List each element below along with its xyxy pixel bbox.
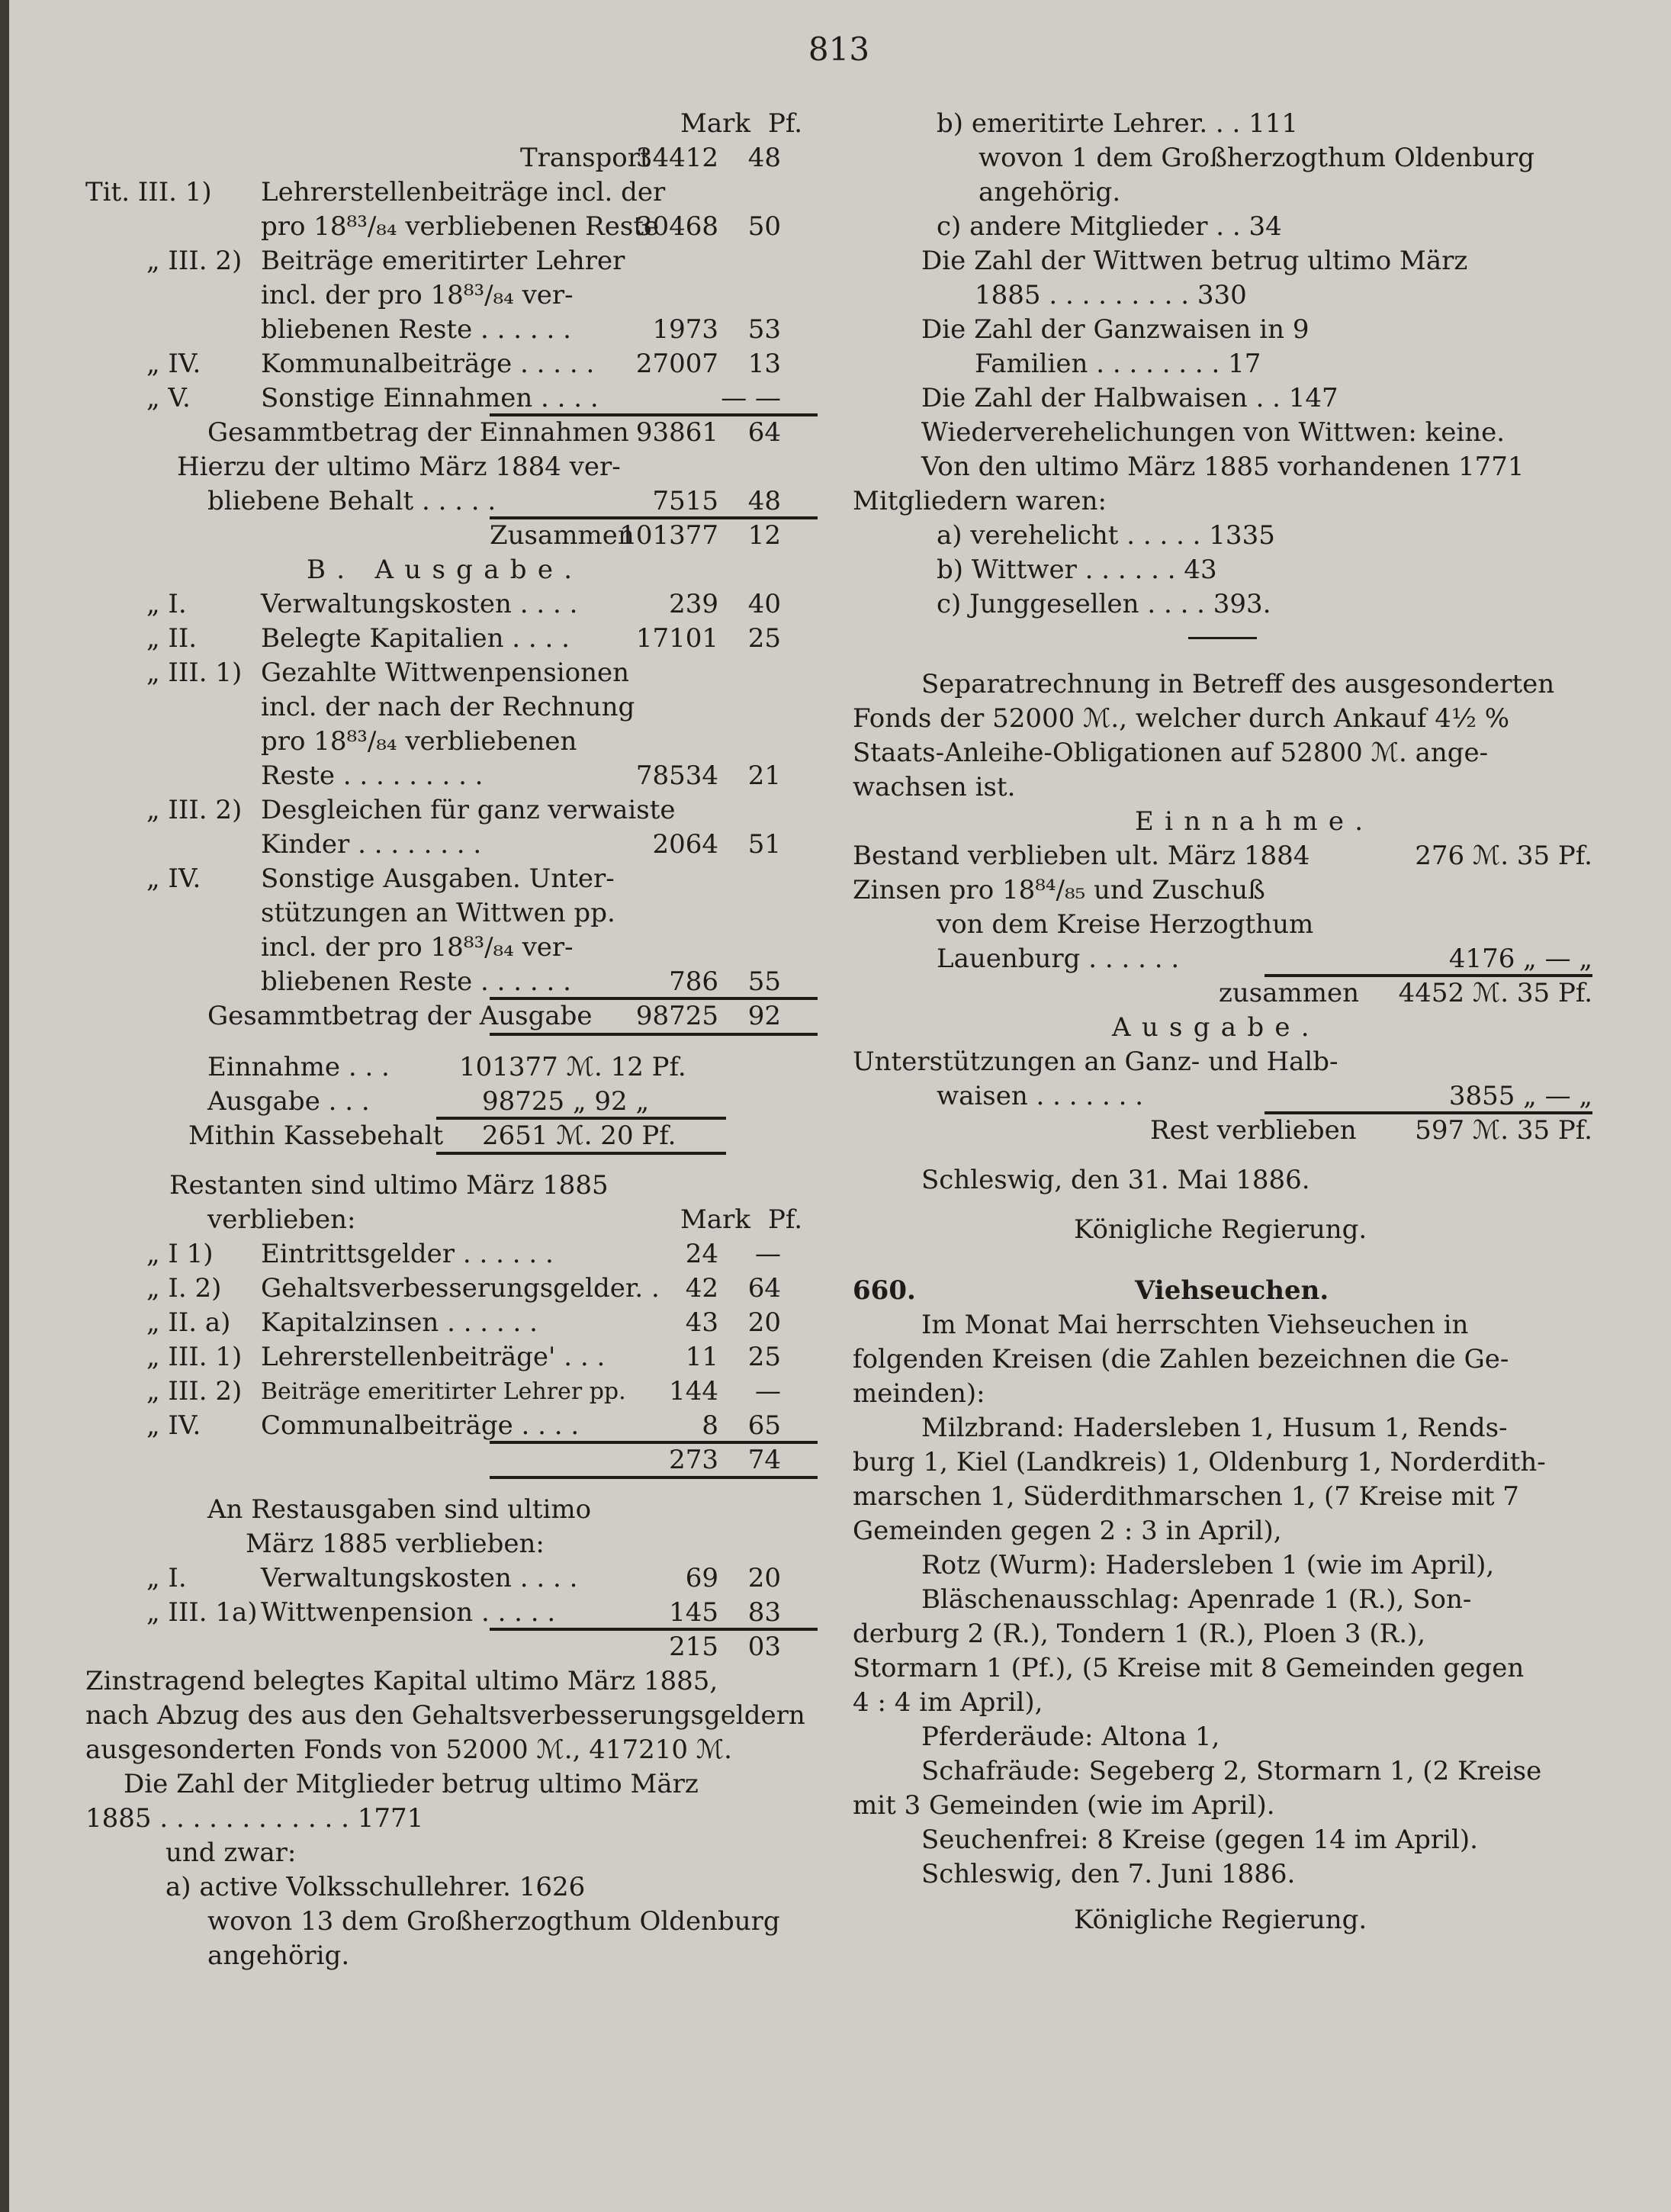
entry-label: Gehaltsverbesserungsgelder. . bbox=[261, 1273, 660, 1304]
entry-row bbox=[85, 1340, 818, 1374]
text-line bbox=[853, 141, 1592, 175]
section-heading-row bbox=[853, 805, 1592, 839]
total-value: 4452 ℳ. 35 Pf. bbox=[1398, 978, 1592, 1008]
text-line bbox=[853, 1342, 1592, 1377]
text-line bbox=[853, 484, 1592, 519]
pf-header: Pf. bbox=[768, 108, 803, 139]
text-line-content: Milzbrand: Hadersleben 1, Husum 1, Rends- bbox=[921, 1413, 1508, 1443]
entry-label: incl. der nach der Rechnung bbox=[261, 692, 635, 722]
text-line-content: Die Zahl der Halbwaisen . . 147 bbox=[921, 383, 1338, 413]
signature: Königliche Regierung. bbox=[1074, 1214, 1367, 1245]
entry-row bbox=[85, 484, 818, 519]
entry-mark: 30468 bbox=[635, 211, 718, 242]
text-line bbox=[853, 313, 1592, 347]
entry-mark: 11 bbox=[685, 1342, 718, 1372]
text-line bbox=[853, 1480, 1592, 1514]
entry-label: bliebenen Reste . . . . . . bbox=[261, 966, 571, 997]
total-mark: 273 bbox=[669, 1445, 718, 1475]
text-line bbox=[85, 1767, 818, 1802]
transport-mark: 34412 bbox=[635, 143, 718, 173]
text-line bbox=[853, 450, 1592, 484]
text-line bbox=[853, 175, 1592, 210]
entry-label: Kinder . . . . . . . . bbox=[261, 829, 482, 860]
entry-mark: 43 bbox=[685, 1307, 718, 1338]
total-row bbox=[85, 1630, 818, 1664]
entry-label: Gezahlte Wittwenpensionen bbox=[261, 657, 629, 688]
total-pf: 64 bbox=[747, 417, 781, 448]
total-label: Gesammtbetrag der Ausgabe bbox=[207, 1001, 593, 1031]
total-mark: 98725 bbox=[635, 1001, 718, 1031]
entry-mark: 145 bbox=[669, 1597, 718, 1628]
total-row bbox=[853, 1114, 1592, 1148]
text-line-content: meinden): bbox=[853, 1378, 985, 1409]
text-line bbox=[853, 1903, 1592, 1937]
total-label: Zusammen bbox=[490, 520, 635, 551]
summary-row bbox=[85, 1085, 818, 1119]
text-line bbox=[85, 1733, 818, 1767]
entry-label: Eintrittsgelder . . . . . . bbox=[261, 1239, 554, 1269]
entry-row bbox=[85, 210, 818, 244]
entry-label: Lauenburg . . . . . . bbox=[937, 944, 1180, 974]
text-line bbox=[853, 1789, 1592, 1823]
page-number: 813 bbox=[808, 31, 870, 68]
spacer bbox=[853, 1247, 1592, 1274]
text-line bbox=[853, 1548, 1592, 1583]
divider bbox=[1188, 637, 1257, 639]
text-line-content: 1885 . . . . . . . . . 330 bbox=[975, 280, 1247, 310]
summary-label: Mithin Kassebehalt bbox=[188, 1120, 444, 1151]
entry-row bbox=[853, 908, 1592, 942]
entry-row bbox=[85, 1596, 818, 1630]
entry-label: Wittwenpension . . . . . bbox=[261, 1597, 556, 1628]
entry-label: incl. der pro 18⁸³/₈₄ ver- bbox=[261, 932, 574, 963]
entry-row bbox=[853, 1079, 1592, 1114]
text-line bbox=[85, 1905, 818, 1939]
text-line bbox=[853, 107, 1592, 141]
entry-prefix: „ III. 2) bbox=[146, 1376, 243, 1407]
entry-row bbox=[85, 965, 818, 999]
text-line-content: Rotz (Wurm): Hadersleben 1 (wie im April), bbox=[921, 1550, 1495, 1580]
text-line bbox=[85, 1203, 818, 1237]
text-line bbox=[853, 702, 1592, 736]
entry-row bbox=[85, 313, 818, 347]
entry-prefix: „ III. 1a) bbox=[146, 1597, 258, 1628]
text-line bbox=[853, 1754, 1592, 1789]
text-line bbox=[85, 1493, 818, 1527]
text-line bbox=[853, 210, 1592, 244]
text-line-content: folgenden Kreisen (die Zahlen bezeichnen die Ge- bbox=[853, 1344, 1509, 1374]
text-line-content: verblieben: bbox=[207, 1204, 356, 1235]
text-line bbox=[853, 1720, 1592, 1754]
entry-prefix: „ III. 1) bbox=[146, 657, 243, 688]
transport-label: Transport bbox=[520, 143, 651, 173]
text-line bbox=[85, 1664, 818, 1699]
text-line bbox=[853, 667, 1592, 702]
entry-row bbox=[85, 1409, 818, 1443]
entry-label: Lehrerstellenbeiträge incl. der bbox=[261, 177, 666, 207]
entry-row bbox=[85, 862, 818, 896]
entry-label: Lehrerstellenbeiträge' . . . bbox=[261, 1342, 606, 1372]
text-line-content: und zwar: bbox=[165, 1837, 297, 1868]
entry-label: Zinsen pro 18⁸⁴/₈₅ und Zuschuß bbox=[853, 875, 1265, 905]
text-line bbox=[85, 1870, 818, 1905]
text-line bbox=[85, 1169, 818, 1203]
text-line-content: marschen 1, Süderdithmarschen 1, (7 Kreise mit 7 bbox=[853, 1481, 1519, 1512]
text-line bbox=[853, 278, 1592, 313]
text-line-content: mit 3 Gemeinden (wie im April). bbox=[853, 1790, 1275, 1821]
text-line bbox=[853, 1857, 1592, 1892]
text-line-content: Wiederverehelichungen von Wittwen: keine. bbox=[921, 417, 1506, 448]
total-pf: 12 bbox=[747, 520, 781, 551]
entry-pf: 25 bbox=[747, 623, 781, 654]
entry-label: Reste . . . . . . . . . bbox=[261, 760, 484, 791]
text-line bbox=[853, 1651, 1592, 1686]
entry-pf: — bbox=[755, 1239, 781, 1269]
entry-row bbox=[85, 793, 818, 828]
text-line bbox=[853, 1686, 1592, 1720]
text-line-content: angehörig. bbox=[207, 1940, 350, 1971]
summary-label: Ausgabe . . . bbox=[207, 1086, 370, 1117]
entry-pf: 21 bbox=[747, 760, 781, 791]
entry-pf: 64 bbox=[747, 1273, 781, 1304]
entry-mark: 69 bbox=[685, 1563, 718, 1593]
entry-row bbox=[853, 942, 1592, 976]
text-line-content: Staats-Anleihe-Obligationen auf 52800 ℳ. ange- bbox=[853, 738, 1489, 768]
entry-label: Kommunalbeiträge . . . . . bbox=[261, 349, 595, 379]
text-line bbox=[853, 1163, 1592, 1198]
total-mark: 101377 bbox=[619, 520, 718, 551]
entry-pf: 50 bbox=[747, 211, 781, 242]
entry-row bbox=[85, 759, 818, 793]
text-line bbox=[853, 1514, 1592, 1548]
text-line-content: ausgesonderten Fonds von 52000 ℳ., 417210 ℳ. bbox=[85, 1735, 732, 1765]
entry-row bbox=[85, 828, 818, 862]
text-line bbox=[853, 1617, 1592, 1651]
transport-row bbox=[85, 141, 818, 175]
text-line-content: Im Monat Mai herrschten Viehseuchen in bbox=[921, 1310, 1469, 1340]
mark-header: Mark bbox=[680, 108, 750, 139]
text-line bbox=[85, 1836, 818, 1870]
total-pf: 03 bbox=[747, 1632, 781, 1662]
text-line bbox=[853, 347, 1592, 381]
text-line bbox=[853, 587, 1592, 622]
entry-mark: 42 bbox=[685, 1273, 718, 1304]
summary-value: 98725 „ 92 „ bbox=[482, 1086, 650, 1117]
entry-pf: 20 bbox=[747, 1563, 781, 1593]
text-line bbox=[853, 1411, 1592, 1445]
text-line-content: burg 1, Kiel (Landkreis) 1, Oldenburg 1, Norderdith- bbox=[853, 1447, 1546, 1477]
text-line bbox=[85, 1699, 818, 1733]
spacer bbox=[85, 1153, 818, 1169]
entry-value: 276 ℳ. 35 Pf. bbox=[1415, 841, 1592, 871]
entry-row bbox=[85, 896, 818, 931]
total-label: zusammen bbox=[1219, 978, 1360, 1008]
spacer bbox=[853, 1198, 1592, 1213]
text-line bbox=[853, 519, 1592, 553]
entry-value: — — bbox=[721, 383, 781, 413]
entry-prefix: „ II. bbox=[146, 623, 198, 654]
total-mark: 215 bbox=[669, 1632, 718, 1662]
entry-prefix: „ II. a) bbox=[146, 1307, 231, 1338]
entry-mark: 2064 bbox=[652, 829, 718, 860]
entry-prefix: „ I 1) bbox=[146, 1239, 214, 1269]
right-column bbox=[853, 107, 1592, 1937]
entry-prefix: „ III. 1) bbox=[146, 1342, 243, 1372]
entry-prefix: „ I. bbox=[146, 1563, 187, 1593]
entry-mark: 24 bbox=[685, 1239, 718, 1269]
total-mark: 93861 bbox=[635, 417, 718, 448]
summary-value: 101377 ℳ. 12 Pf. bbox=[459, 1052, 686, 1082]
entry-mark: 27007 bbox=[635, 349, 718, 379]
entry-row bbox=[85, 1374, 818, 1409]
text-line bbox=[853, 416, 1592, 450]
entry-mark: 7515 bbox=[652, 486, 718, 516]
spacer bbox=[853, 1892, 1592, 1903]
section-heading: Einnahme. bbox=[1135, 806, 1374, 837]
entry-row bbox=[85, 1561, 818, 1596]
left-column bbox=[85, 107, 818, 1973]
text-line-content: wachsen ist. bbox=[853, 772, 1016, 802]
spacer bbox=[85, 1477, 818, 1493]
entry-row bbox=[853, 839, 1592, 873]
entry-mark: 144 bbox=[669, 1376, 718, 1407]
entry-pf: — bbox=[755, 1376, 781, 1407]
entry-row bbox=[85, 622, 818, 656]
entry-row bbox=[85, 381, 818, 416]
text-line bbox=[853, 553, 1592, 587]
total-row bbox=[853, 976, 1592, 1011]
entry-label: Sonstige Ausgaben. Unter- bbox=[261, 863, 615, 894]
section-number: 660. bbox=[853, 1275, 916, 1306]
text-line-content: Familien . . . . . . . . 17 bbox=[975, 349, 1261, 379]
section-heading-row bbox=[85, 553, 818, 587]
entry-label: Hierzu der ultimo März 1884 ver- bbox=[177, 452, 621, 482]
text-line bbox=[85, 1802, 818, 1836]
text-line-content: 1885 . . . . . . . . . . . . 1771 bbox=[85, 1803, 424, 1834]
text-line-content: Pferderäude: Altona 1, bbox=[921, 1722, 1220, 1752]
entry-pf: 48 bbox=[747, 486, 781, 516]
header-row bbox=[85, 107, 818, 141]
entry-mark: 786 bbox=[669, 966, 718, 997]
text-line bbox=[853, 381, 1592, 416]
text-line-content: An Restausgaben sind ultimo bbox=[207, 1494, 592, 1525]
section-heading: Ausgabe. bbox=[1112, 1012, 1320, 1043]
entry-pf: 53 bbox=[747, 314, 781, 345]
pf-header: Pf. bbox=[768, 1204, 803, 1235]
entry-mark: 78534 bbox=[635, 760, 718, 791]
section-heading: B. Ausgabe. bbox=[307, 555, 583, 585]
entry-prefix: Tit. III. 1) bbox=[85, 177, 212, 207]
text-line-content: Schafräude: Segeberg 2, Stormarn 1, (2 Kreise bbox=[921, 1756, 1542, 1786]
entry-row bbox=[853, 873, 1592, 908]
entry-mark: 8 bbox=[702, 1410, 718, 1441]
entry-row bbox=[85, 450, 818, 484]
divider-row bbox=[853, 622, 1592, 652]
entry-prefix: „ V. bbox=[146, 383, 191, 413]
entry-mark: 17101 bbox=[635, 623, 718, 654]
section-title-row bbox=[853, 1274, 1592, 1308]
entry-label: Bestand verblieben ult. März 1884 bbox=[853, 841, 1310, 871]
entry-label: Verwaltungskosten . . . . bbox=[261, 1563, 578, 1593]
entry-label: stützungen an Wittwen pp. bbox=[261, 898, 615, 928]
entry-label: pro 18⁸³/₈₄ verbliebenen Reste bbox=[261, 211, 660, 242]
entry-label: Sonstige Einnahmen . . . . bbox=[261, 383, 599, 413]
text-line bbox=[853, 1823, 1592, 1857]
entry-label: bliebene Behalt . . . . . bbox=[207, 486, 496, 516]
text-line-content: Bläschenausschlag: Apenrade 1 (R.), Son- bbox=[921, 1584, 1472, 1615]
text-line bbox=[853, 1583, 1592, 1617]
entry-prefix: „ III. 2) bbox=[146, 795, 243, 825]
text-line-content: angehörig. bbox=[978, 177, 1121, 207]
total-value: 597 ℳ. 35 Pf. bbox=[1415, 1115, 1592, 1146]
section-heading-row bbox=[853, 1011, 1592, 1045]
entry-label: bliebenen Reste . . . . . . bbox=[261, 314, 571, 345]
text-line-content: c) andere Mitglieder . . 34 bbox=[937, 211, 1282, 242]
date-line: Schleswig, den 7. Juni 1886. bbox=[921, 1859, 1296, 1889]
entry-row bbox=[85, 244, 818, 278]
summary-value: 2651 ℳ. 20 Pf. bbox=[482, 1120, 676, 1151]
text-line-content: Die Zahl der Ganzwaisen in 9 bbox=[921, 314, 1309, 345]
entry-label: Beiträge emeritirter Lehrer bbox=[261, 246, 625, 276]
entry-value: 4176 „ — „ bbox=[1448, 944, 1592, 974]
text-line-content: Mitgliedern waren: bbox=[853, 486, 1107, 516]
entry-label: Communalbeiträge . . . . bbox=[261, 1410, 580, 1441]
text-line-content: Von den ultimo März 1885 vorhandenen 1771 bbox=[921, 452, 1525, 482]
entry-row bbox=[85, 725, 818, 759]
entry-row bbox=[85, 1306, 818, 1340]
text-line bbox=[85, 1939, 818, 1973]
entry-row bbox=[85, 690, 818, 725]
summary-label: Einnahme . . . bbox=[207, 1052, 390, 1082]
text-line-content: c) Junggesellen . . . . 393. bbox=[937, 589, 1271, 619]
mark-header: Mark bbox=[680, 1204, 750, 1235]
text-line-content: Zinstragend belegtes Kapital ultimo März 1885, bbox=[85, 1666, 718, 1696]
spacer bbox=[853, 652, 1592, 667]
text-line bbox=[853, 736, 1592, 770]
entry-pf: 40 bbox=[747, 589, 781, 619]
text-line-content: März 1885 verblieben: bbox=[246, 1529, 545, 1559]
text-line-content: Seuchenfrei: 8 Kreise (gegen 14 im April). bbox=[921, 1825, 1478, 1855]
text-line-content: Restanten sind ultimo März 1885 bbox=[169, 1170, 609, 1201]
text-line bbox=[853, 770, 1592, 805]
entry-value: 3855 „ — „ bbox=[1448, 1081, 1592, 1111]
entry-pf: 65 bbox=[747, 1410, 781, 1441]
total-label: Gesammtbetrag der Einnahmen bbox=[207, 417, 629, 448]
text-line bbox=[853, 1308, 1592, 1342]
entry-label: Unterstützungen an Ganz- und Halb- bbox=[853, 1047, 1338, 1077]
entry-label: Desgleichen für ganz verwaiste bbox=[261, 795, 676, 825]
text-line-content: derburg 2 (R.), Tondern 1 (R.), Ploen 3 (R.), bbox=[853, 1619, 1426, 1649]
signature: Königliche Regierung. bbox=[1074, 1905, 1367, 1935]
total-row bbox=[85, 416, 818, 450]
date-line: Schleswig, den 31. Mai 1886. bbox=[921, 1165, 1310, 1195]
entry-label: von dem Kreise Herzogthum bbox=[937, 909, 1314, 940]
transport-pf: 48 bbox=[747, 143, 781, 173]
text-line bbox=[853, 1445, 1592, 1480]
entry-row bbox=[85, 931, 818, 965]
entry-row bbox=[85, 278, 818, 313]
entry-pf: 55 bbox=[747, 966, 781, 997]
text-line-content: a) verehelicht . . . . . 1335 bbox=[937, 520, 1275, 551]
entry-row bbox=[85, 347, 818, 381]
entry-row bbox=[85, 587, 818, 622]
summary-row bbox=[85, 1050, 818, 1085]
text-line-content: nach Abzug des aus den Gehaltsverbesserungsgeldern bbox=[85, 1700, 805, 1731]
entry-row bbox=[85, 1272, 818, 1306]
total-row bbox=[85, 1443, 818, 1477]
entry-mark: 239 bbox=[669, 589, 718, 619]
entry-label: pro 18⁸³/₈₄ verbliebenen bbox=[261, 726, 577, 757]
page-edge bbox=[0, 0, 9, 2212]
entry-label: Beiträge emeritirter Lehrer pp. bbox=[261, 1378, 626, 1405]
text-line-content: 4 : 4 im April), bbox=[853, 1687, 1043, 1718]
text-line-content: Die Zahl der Wittwen betrug ultimo März bbox=[921, 246, 1468, 276]
entry-label: Verwaltungskosten . . . . bbox=[261, 589, 578, 619]
total-pf: 92 bbox=[747, 1001, 781, 1031]
entry-row bbox=[85, 175, 818, 210]
entry-pf: 25 bbox=[747, 1342, 781, 1372]
text-line-content: wovon 13 dem Großherzogthum Oldenburg bbox=[207, 1906, 780, 1937]
total-row bbox=[85, 999, 818, 1034]
entry-pf: 83 bbox=[747, 1597, 781, 1628]
entry-prefix: „ IV. bbox=[146, 1410, 201, 1441]
summary-row bbox=[85, 1119, 818, 1153]
text-line bbox=[853, 1213, 1592, 1247]
entry-label: waisen . . . . . . . bbox=[937, 1081, 1144, 1111]
total-pf: 74 bbox=[747, 1445, 781, 1475]
total-row bbox=[85, 519, 818, 553]
entry-row bbox=[85, 656, 818, 690]
entry-prefix: „ I. bbox=[146, 589, 187, 619]
text-line-content: Fonds der 52000 ℳ., welcher durch Ankauf 4½ % bbox=[853, 703, 1510, 734]
entry-pf: 13 bbox=[747, 349, 781, 379]
entry-prefix: „ IV. bbox=[146, 349, 201, 379]
text-line bbox=[853, 244, 1592, 278]
entry-pf: 51 bbox=[747, 829, 781, 860]
spacer bbox=[85, 1034, 818, 1050]
entry-label: Belegte Kapitalien . . . . bbox=[261, 623, 570, 654]
entry-row bbox=[853, 1045, 1592, 1079]
total-label: Rest verblieben bbox=[1150, 1115, 1357, 1146]
text-line-content: b) emeritirte Lehrer. . . 111 bbox=[937, 108, 1299, 139]
entry-prefix: „ IV. bbox=[146, 863, 201, 894]
text-line-content: Gemeinden gegen 2 : 3 in April), bbox=[853, 1516, 1282, 1546]
text-line-content: a) active Volksschullehrer. 1626 bbox=[165, 1872, 586, 1902]
entry-label: incl. der pro 18⁸³/₈₄ ver- bbox=[261, 280, 574, 310]
entry-prefix: „ I. 2) bbox=[146, 1273, 222, 1304]
entry-row bbox=[85, 1237, 818, 1272]
entry-mark: 1973 bbox=[652, 314, 718, 345]
entry-pf: 20 bbox=[747, 1307, 781, 1338]
text-line-content: Separatrechnung in Betreff des ausgesonderten bbox=[921, 669, 1555, 699]
text-line bbox=[853, 1377, 1592, 1411]
text-line-content: Stormarn 1 (Pf.), (5 Kreise mit 8 Gemeinden gegen bbox=[853, 1653, 1525, 1683]
text-line-content: Die Zahl der Mitglieder betrug ultimo März bbox=[124, 1769, 699, 1799]
entry-label: Kapitalzinsen . . . . . . bbox=[261, 1307, 538, 1338]
text-line-content: b) Wittwer . . . . . . 43 bbox=[937, 555, 1217, 585]
spacer bbox=[853, 1148, 1592, 1163]
entry-prefix: „ III. 2) bbox=[146, 246, 243, 276]
text-line bbox=[85, 1527, 818, 1561]
text-line-content: wovon 1 dem Großherzogthum Oldenburg bbox=[978, 143, 1535, 173]
section-title: Viehseuchen. bbox=[1135, 1275, 1329, 1306]
